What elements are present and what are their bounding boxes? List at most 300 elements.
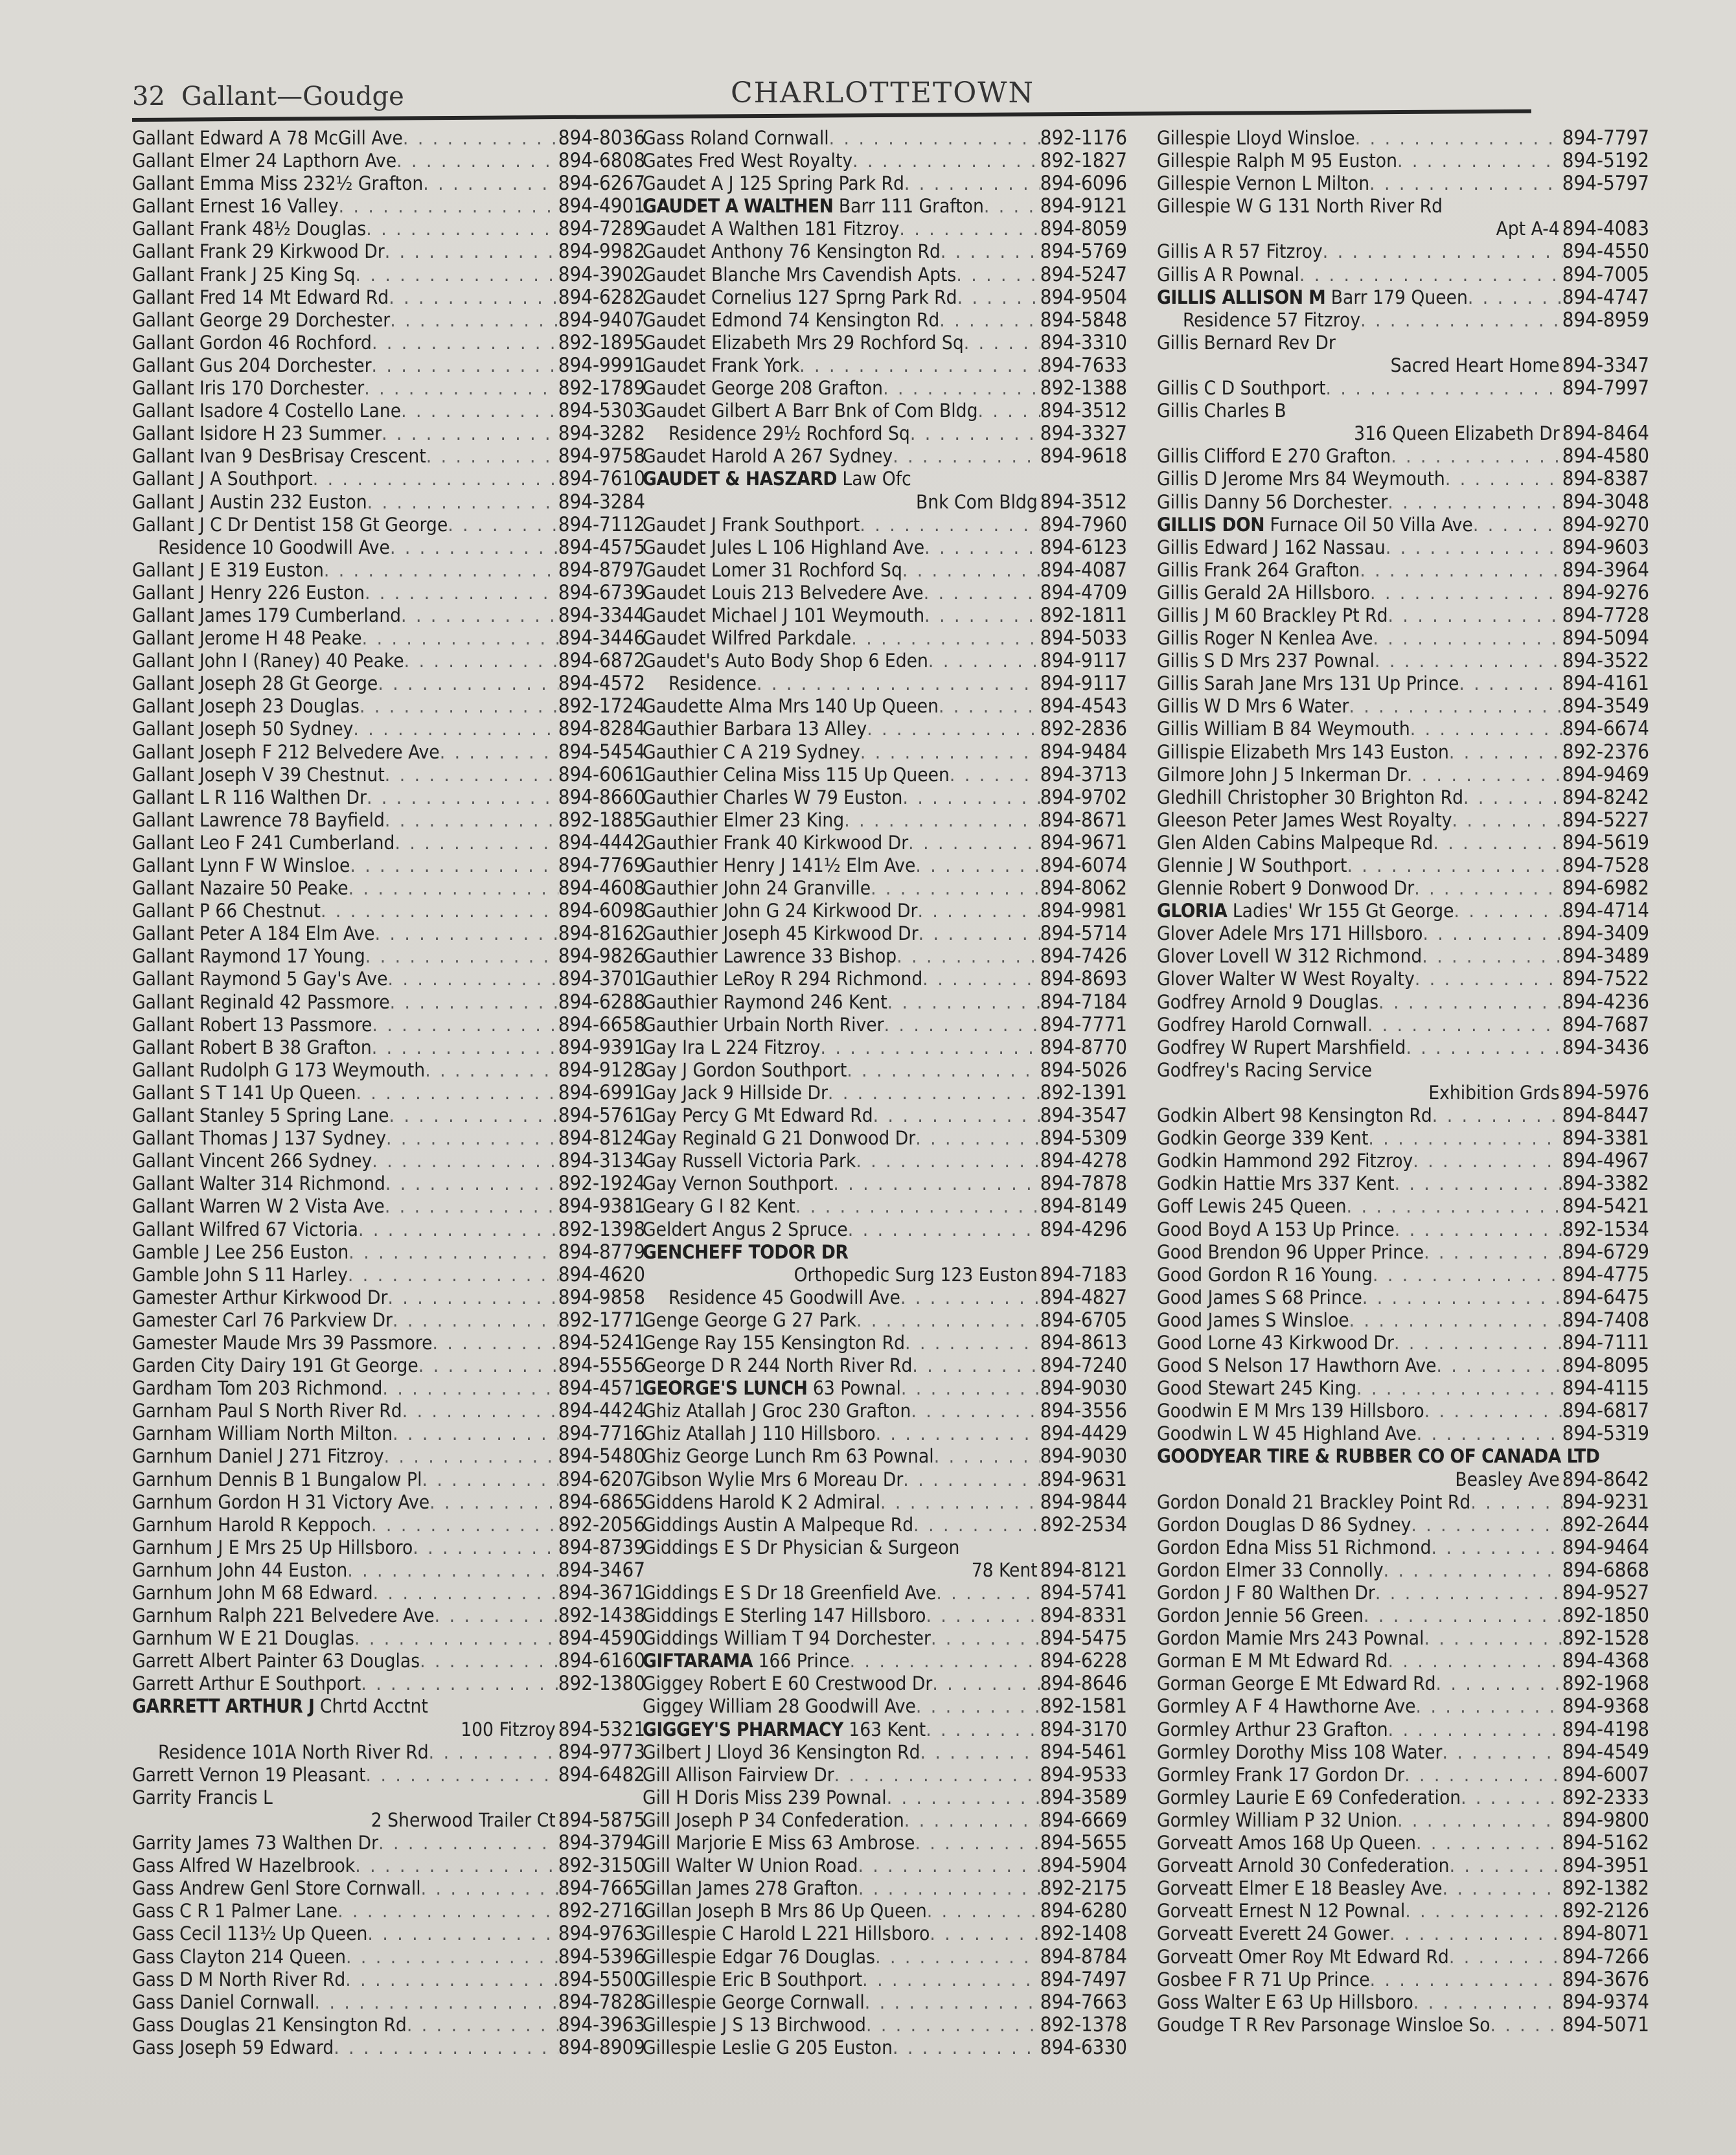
listing-row [643, 1422, 1127, 1445]
leader-dots [902, 786, 1040, 809]
listing-row [132, 582, 645, 604]
leader-dots [366, 218, 558, 240]
listing-name [1157, 900, 1454, 922]
leader-dots [373, 1582, 558, 1604]
listing-name [643, 2036, 893, 2059]
listing-detail: Garden City Dairy 191 Gt George [132, 1354, 418, 1377]
listing-phone: 894-5094 [1562, 626, 1649, 650]
listing-row [643, 854, 1127, 877]
listing-detail: Gauthier Barbara 13 Alley [643, 718, 867, 740]
listing-name [1157, 1786, 1461, 1809]
listing-phone: 894-9469 [1562, 762, 1649, 786]
listing-phone: 892-1724 [558, 694, 645, 718]
listing-row [132, 1082, 645, 1104]
listing-phone: 894-6482 [558, 1762, 645, 1786]
listing-name [1157, 1400, 1424, 1422]
leader-dots [324, 559, 558, 582]
listing-name [643, 332, 964, 354]
leader-dots [356, 264, 558, 286]
listing-name [132, 1877, 421, 1900]
listing-name [1157, 627, 1373, 650]
listing-name [643, 422, 910, 445]
listing-phone: 892-2126 [1562, 1899, 1649, 1923]
leader-dots [939, 309, 1040, 332]
leader-dots [1459, 672, 1562, 695]
listing-detail: Gaudet Louis 213 Belvedere Ave [643, 581, 924, 604]
listing-name [132, 1922, 367, 1945]
listing-phone: 894-4424 [558, 1399, 645, 1423]
listing-row [643, 1218, 1127, 1241]
listing-row [132, 1695, 645, 1718]
listing-name [1157, 1286, 1362, 1309]
listing-phone: 894-9858 [558, 1285, 645, 1309]
leader-dots [365, 945, 558, 968]
leader-dots [421, 1877, 558, 1900]
listing-detail: Gallant Frank J 25 King Sq [132, 263, 356, 286]
listing-phone: 894-5904 [1040, 1854, 1127, 1878]
listing-row [1157, 1650, 1649, 1672]
listing-detail: Gauthier Elmer 23 King [643, 808, 845, 831]
listing-name [1157, 1014, 1367, 1036]
leader-dots [1422, 922, 1562, 945]
listing-detail: Gorveatt Arnold 30 Confederation [1157, 1854, 1450, 1877]
listing-detail: Ghiz Atallah J 110 Hillsboro [643, 1422, 876, 1445]
listing-detail: Gaudet's Auto Body Shop 6 Eden [643, 650, 928, 672]
listing-detail: Gaudet Gilbert A Barr Bnk of Com Bldg [643, 400, 978, 422]
leader-dots [1389, 1922, 1562, 1945]
listing-phone: 894-7408 [1562, 1308, 1649, 1332]
listing-detail: Gormley Laurie E 69 Confederation [1157, 1786, 1461, 1808]
listing-phone: 894-5741 [1040, 1581, 1127, 1604]
listing-phone: 894-7183 [1040, 1262, 1127, 1286]
listing-detail: Gormley Arthur 23 Grafton [1157, 1718, 1388, 1740]
listing-phone: 892-1388 [1040, 376, 1127, 400]
listing-detail: 166 Prince [753, 1650, 850, 1672]
listing-name [1354, 422, 1562, 445]
listing-phone: 894-4550 [1562, 240, 1649, 264]
listing-detail: Garrity James 73 Walthen Dr [132, 1832, 379, 1854]
listing-phone: 894-9381 [558, 1194, 645, 1218]
listing-detail: Gallant Raymond 17 Young [132, 945, 365, 968]
listing-phone: 894-6288 [558, 990, 645, 1014]
listing-name [1157, 1877, 1443, 1900]
listing-name [643, 2014, 866, 2036]
listing-row [643, 1627, 1127, 1650]
listing-phone: 894-6705 [1040, 1308, 1127, 1332]
leader-dots [1362, 1286, 1562, 1309]
listing-phone: 894-9128 [558, 1058, 645, 1082]
listing-name [132, 286, 389, 309]
listing-detail: Gallant Isadore 4 Costello Lane [132, 400, 402, 422]
listing-phone: 894-9484 [1040, 740, 1127, 764]
leader-dots [394, 832, 558, 854]
listing-detail: Gillespie Leslie G 205 Euston [643, 2036, 893, 2058]
listing-row [643, 1127, 1127, 1150]
leader-dots [851, 627, 1040, 650]
leader-dots [396, 150, 558, 172]
listing-detail: Gauthier C A 219 Sydney [643, 740, 860, 763]
leader-dots [1411, 1514, 1562, 1536]
listing-row [643, 1991, 1127, 2014]
listing-detail: George D R 244 North River Rd [643, 1354, 913, 1377]
listing-name [643, 1400, 911, 1422]
leader-dots [977, 400, 1040, 422]
listing-detail: Gallant Warren W 2 Vista Ave [132, 1195, 385, 1218]
listing-detail: Gaudet A Walthen 181 Fitzroy [643, 218, 900, 240]
listing-name [132, 354, 372, 377]
leader-dots [365, 582, 558, 604]
listing-row [132, 809, 645, 832]
listing-detail: Garnhum J E Mrs 25 Up Hillsboro [132, 1536, 413, 1558]
listing-phone: 894-8162 [558, 922, 645, 946]
listing-phone: 894-3676 [1562, 1967, 1649, 1991]
listing-name [132, 877, 348, 900]
listing-name [132, 991, 390, 1014]
listing-phone: 894-3902 [558, 262, 645, 286]
leader-dots [386, 1127, 558, 1150]
leader-dots [757, 672, 1040, 695]
listing-detail: Gill Marjorie E Miss 63 Ambrose [643, 1832, 915, 1854]
leader-dots [1442, 1741, 1562, 1764]
listing-row [132, 468, 645, 490]
listing-detail: Gaudet Blanche Mrs Cavendish Apts [643, 263, 957, 286]
listing-bold-name: GAUDET A WALTHEN [643, 195, 834, 218]
listing-detail: Gordon Douglas D 86 Sydney [1157, 1513, 1411, 1536]
listing-name [643, 1036, 821, 1059]
listing-row [132, 1104, 645, 1127]
listing-row [1157, 1309, 1649, 1332]
leader-dots [321, 900, 558, 922]
listing-phone: 894-4608 [558, 876, 645, 900]
listing-name [1157, 1764, 1404, 1786]
listing-row [132, 945, 645, 968]
listing-row [1157, 1764, 1649, 1786]
listing-phone: 894-5461 [1040, 1740, 1127, 1764]
listing-name [132, 832, 394, 854]
listing-row [1157, 1354, 1649, 1377]
listing-name [1157, 1241, 1424, 1264]
listing-name [132, 900, 321, 922]
listing-name [1157, 400, 1286, 422]
listing-phone: 894-7610 [558, 467, 645, 491]
listing-row [643, 1445, 1127, 1468]
listing-row [132, 1854, 645, 1877]
listing-detail: Gay Percy G Mt Edward Rd [643, 1104, 873, 1127]
leader-dots [856, 1309, 1040, 1332]
listing-detail: Furnace Oil 50 Villa Ave [1264, 513, 1473, 536]
listing-phone: 894-6669 [1040, 1808, 1127, 1832]
listing-detail: 316 Queen Elizabeth Dr [1354, 422, 1560, 445]
listing-phone: 894-5227 [1562, 808, 1649, 832]
listing-row [643, 1764, 1127, 1786]
leader-dots [372, 1014, 558, 1036]
listing-phone: 892-1380 [558, 1672, 645, 1696]
listing-detail: Gallant Lawrence 78 Bayfield [132, 808, 385, 831]
listing-row [132, 559, 645, 582]
listing-name [643, 1082, 828, 1104]
listing-detail: Gallant Ernest 16 Valley [132, 195, 339, 218]
leader-dots [848, 1218, 1040, 1241]
listing-detail: Goff Lewis 245 Queen [1157, 1195, 1347, 1218]
listing-phone: 894-4368 [1562, 1649, 1649, 1673]
listing-detail: Geldert Angus 2 Spruce [643, 1218, 848, 1240]
listing-phone: 894-3381 [1562, 1126, 1649, 1150]
listing-name [1428, 1082, 1562, 1104]
listing-detail: Gibson Wylie Mrs 6 Moreau Dr [643, 1468, 904, 1490]
listing-phone: 894-4775 [1562, 1262, 1649, 1286]
page-number: 32 [132, 82, 165, 111]
listing-phone: 892-1398 [558, 1217, 645, 1241]
leader-dots [372, 354, 558, 377]
listing-phone: 892-2534 [1040, 1512, 1127, 1536]
listing-phone: 894-3951 [1562, 1854, 1649, 1878]
listing-row [643, 809, 1127, 832]
leader-dots [1395, 1218, 1562, 1241]
listing-name [1157, 1332, 1394, 1354]
listing-detail: Gallant Lynn F W Winsloe [132, 854, 350, 876]
listing-phone: 894-4236 [1562, 990, 1649, 1014]
listing-row [132, 264, 645, 286]
leader-dots [865, 1991, 1040, 2014]
listing-row [643, 354, 1127, 377]
leader-dots [361, 1672, 558, 1695]
leader-dots [1424, 1627, 1562, 1650]
listing-detail: Godfrey's Racing Service [1157, 1058, 1373, 1081]
leader-dots [903, 1468, 1040, 1491]
listing-phone: 894-6280 [1040, 1899, 1127, 1923]
listing-name [643, 1014, 884, 1036]
listing-row [132, 695, 645, 718]
listing-detail: Gaudet Jules L 106 Highland Ave [643, 536, 925, 558]
listing-phone: 894-3436 [1562, 1035, 1649, 1059]
listing-phone: 894-7665 [558, 1876, 645, 1900]
leader-dots [915, 1832, 1040, 1854]
listing-phone: 894-4572 [558, 672, 645, 696]
listing-detail: Gill Walter W Union Road [643, 1854, 858, 1877]
listing-phone: 894-6817 [1562, 1399, 1649, 1423]
leader-dots [1413, 1991, 1562, 2014]
listing-row [1157, 536, 1649, 559]
listing-row [132, 1309, 645, 1332]
listing-detail: Gillespie Ralph M 95 Euston [1157, 150, 1397, 172]
listing-row [643, 582, 1127, 604]
listing-phone: 894-7266 [1562, 1944, 1649, 1968]
listing-detail: Gillespie Lloyd Winsloe [1157, 127, 1355, 149]
leader-dots [1424, 1241, 1562, 1264]
listing-name [643, 1468, 903, 1491]
leader-dots [346, 1946, 558, 1968]
listing-phone: 894-3310 [1040, 330, 1127, 354]
listing-name [643, 1604, 926, 1627]
listing-row [643, 1786, 1127, 1809]
leader-dots [1349, 695, 1562, 718]
listing-name [132, 1946, 346, 1968]
leader-dots [1413, 1150, 1562, 1172]
listing-row [1157, 1491, 1649, 1514]
listing-detail: Gass D M North River Rd [132, 1968, 346, 1990]
listing-row [643, 922, 1127, 945]
listing-phone: 894-7960 [1040, 512, 1127, 536]
listing-detail: Gauthier LeRoy R 294 Richmond [643, 968, 923, 990]
listing-detail: Gallant James 179 Cumberland [132, 604, 402, 626]
listing-phone: 894-8331 [1040, 1604, 1127, 1628]
listing-phone: 892-2175 [1040, 1876, 1127, 1900]
listing-phone: 894-5026 [1040, 1058, 1127, 1082]
listing-name [132, 218, 366, 240]
leader-dots [1452, 809, 1562, 832]
listing-detail: Gordon Edna Miss 51 Richmond [1157, 1536, 1432, 1558]
listing-name [643, 1946, 875, 1968]
listing-detail: Geary G I 82 Kent [643, 1195, 795, 1218]
listing-name [643, 672, 757, 695]
listing-name [643, 127, 829, 150]
listing-detail: Gass Joseph 59 Edward [132, 2036, 334, 2058]
listing-bold-name: GOODYEAR TIRE & RUBBER CO OF CANADA LTD [1157, 1445, 1600, 1468]
listing-phone: 894-8784 [1040, 1944, 1127, 1968]
leader-dots [956, 264, 1040, 286]
listing-detail: Gauthier Lawrence 33 Bishop [643, 945, 897, 968]
listing-row [643, 1877, 1127, 1900]
listing-name [132, 491, 367, 514]
leader-dots [1432, 1536, 1562, 1559]
listing-phone: 894-3282 [558, 422, 645, 446]
listing-detail: Gormley William P 32 Union [1157, 1808, 1398, 1831]
leader-dots [844, 809, 1040, 832]
listing-name [1157, 240, 1323, 263]
leader-dots [1468, 286, 1562, 309]
listing-phone: 894-5797 [1562, 172, 1649, 196]
listing-phone: 894-4967 [1562, 1149, 1649, 1173]
listing-name [132, 1900, 337, 1922]
listing-row [643, 1809, 1127, 1832]
listing-phone: 894-4083 [1562, 217, 1649, 241]
listing-detail: Barr 111 Grafton [833, 195, 984, 218]
listing-name [132, 445, 426, 468]
leader-dots [908, 832, 1040, 854]
leader-dots [1407, 764, 1562, 786]
listing-detail: Garnhum Gordon H 31 Victory Ave [132, 1490, 430, 1513]
listing-detail: Gormley Dorothy Miss 108 Water [1157, 1740, 1443, 1763]
leader-dots [1367, 1014, 1562, 1036]
listing-phone: 894-5761 [558, 1104, 645, 1128]
listing-detail: Godkin Hattie Mrs 337 Kent [1157, 1172, 1395, 1195]
listing-phone: 894-6658 [558, 1012, 645, 1036]
listing-phone: 894-5875 [558, 1808, 645, 1832]
listing-detail: Garrett Albert Painter 63 Douglas [132, 1650, 420, 1672]
listing-name [132, 1514, 371, 1536]
leader-dots [433, 1332, 558, 1354]
listing-row [1157, 491, 1649, 514]
listing-detail: Gallant Edward A 78 McGill Ave [132, 127, 403, 149]
leader-dots [1395, 1172, 1562, 1195]
listing-detail: Gallant Joseph 28 Gt George [132, 672, 378, 695]
leader-dots [1454, 900, 1562, 922]
listing-detail: Good Boyd A 153 Up Prince [1157, 1218, 1395, 1240]
listing-phone: 894-5500 [558, 1967, 645, 1991]
listing-name [132, 1241, 348, 1264]
leader-dots [353, 718, 558, 740]
listing-detail: Gorveatt Amos 168 Up Queen [1157, 1832, 1416, 1854]
leader-dots [1384, 1559, 1562, 1582]
listing-row [132, 1718, 645, 1741]
listing-row [132, 1400, 645, 1422]
listing-detail: Gay Reginald G 21 Donwood Dr [643, 1127, 916, 1150]
listing-row [132, 672, 645, 695]
listing-name [1157, 1354, 1437, 1377]
listing-phone: 894-9800 [1562, 1808, 1649, 1832]
listing-name [643, 1104, 873, 1127]
listing-name [1157, 672, 1459, 695]
listing-detail: Gamble J Lee 256 Euston [132, 1240, 349, 1263]
listing-detail: Gillis William B 84 Weymouth [1157, 718, 1410, 740]
listing-name [132, 786, 367, 809]
listing-row [132, 650, 645, 672]
listing-detail: Giddings E S Dr 18 Greenfield Ave [643, 1582, 937, 1604]
listing-name [132, 1832, 378, 1854]
leader-dots [1450, 1854, 1562, 1877]
listing-row [643, 1604, 1127, 1627]
listing-name [1157, 1104, 1432, 1127]
listing-phone: 894-7716 [558, 1422, 645, 1446]
listing-phone: 894-9117 [1040, 649, 1127, 673]
leader-dots [375, 922, 558, 945]
listing-name [643, 741, 860, 764]
listing-detail: Gorman George E Mt Edward Rd [1157, 1672, 1436, 1695]
listing-detail: Residence [668, 672, 757, 695]
listing-detail: Gallant S T 141 Up Queen [132, 1081, 356, 1104]
leader-dots [924, 604, 1040, 627]
leader-dots [362, 627, 558, 650]
listing-phone: 894-3170 [1040, 1717, 1127, 1741]
leader-dots [926, 1604, 1040, 1627]
listing-phone: 894-6729 [1562, 1240, 1649, 1264]
listing-phone: 894-9121 [1040, 194, 1127, 218]
listing-row [132, 286, 645, 309]
leader-dots [1397, 1809, 1562, 1832]
listing-row [1157, 1468, 1649, 1491]
listing-phone: 894-7771 [1040, 1012, 1127, 1036]
leader-dots [356, 1082, 558, 1104]
listing-name [132, 309, 390, 332]
listing-name [643, 1195, 795, 1218]
leader-dots [873, 1104, 1040, 1127]
listing-phone: 894-3467 [558, 1558, 645, 1582]
listing-row [1157, 354, 1649, 377]
leader-dots [1360, 309, 1562, 332]
listing-phone: 892-2056 [558, 1512, 645, 1536]
leader-dots [957, 286, 1040, 309]
listing-detail: Gamester Maude Mrs 39 Passmore [132, 1331, 433, 1354]
listing-name [1157, 1536, 1432, 1559]
listing-name [643, 240, 941, 263]
leader-dots [904, 172, 1040, 195]
listing-row [1157, 1946, 1649, 1968]
listing-detail: Gay Jack 9 Hillside Dr [643, 1081, 828, 1104]
listing-row [1157, 1877, 1649, 1900]
leader-dots [833, 1172, 1040, 1195]
listing-phone: 894-8959 [1562, 308, 1649, 332]
listing-row [643, 1695, 1127, 1718]
listing-phone: 894-8613 [1040, 1330, 1127, 1354]
listing-detail: Residence 57 Fitzroy [1183, 308, 1361, 331]
listing-name [1157, 1672, 1436, 1695]
listing-row [132, 514, 645, 536]
listing-row [132, 1422, 645, 1445]
listing-row [132, 240, 645, 263]
listing-detail: Good Stewart 245 King [1157, 1377, 1357, 1400]
listing-phone: 894-4543 [1040, 694, 1127, 718]
listing-detail: Gass Andrew Genl Store Cornwall [132, 1877, 421, 1900]
